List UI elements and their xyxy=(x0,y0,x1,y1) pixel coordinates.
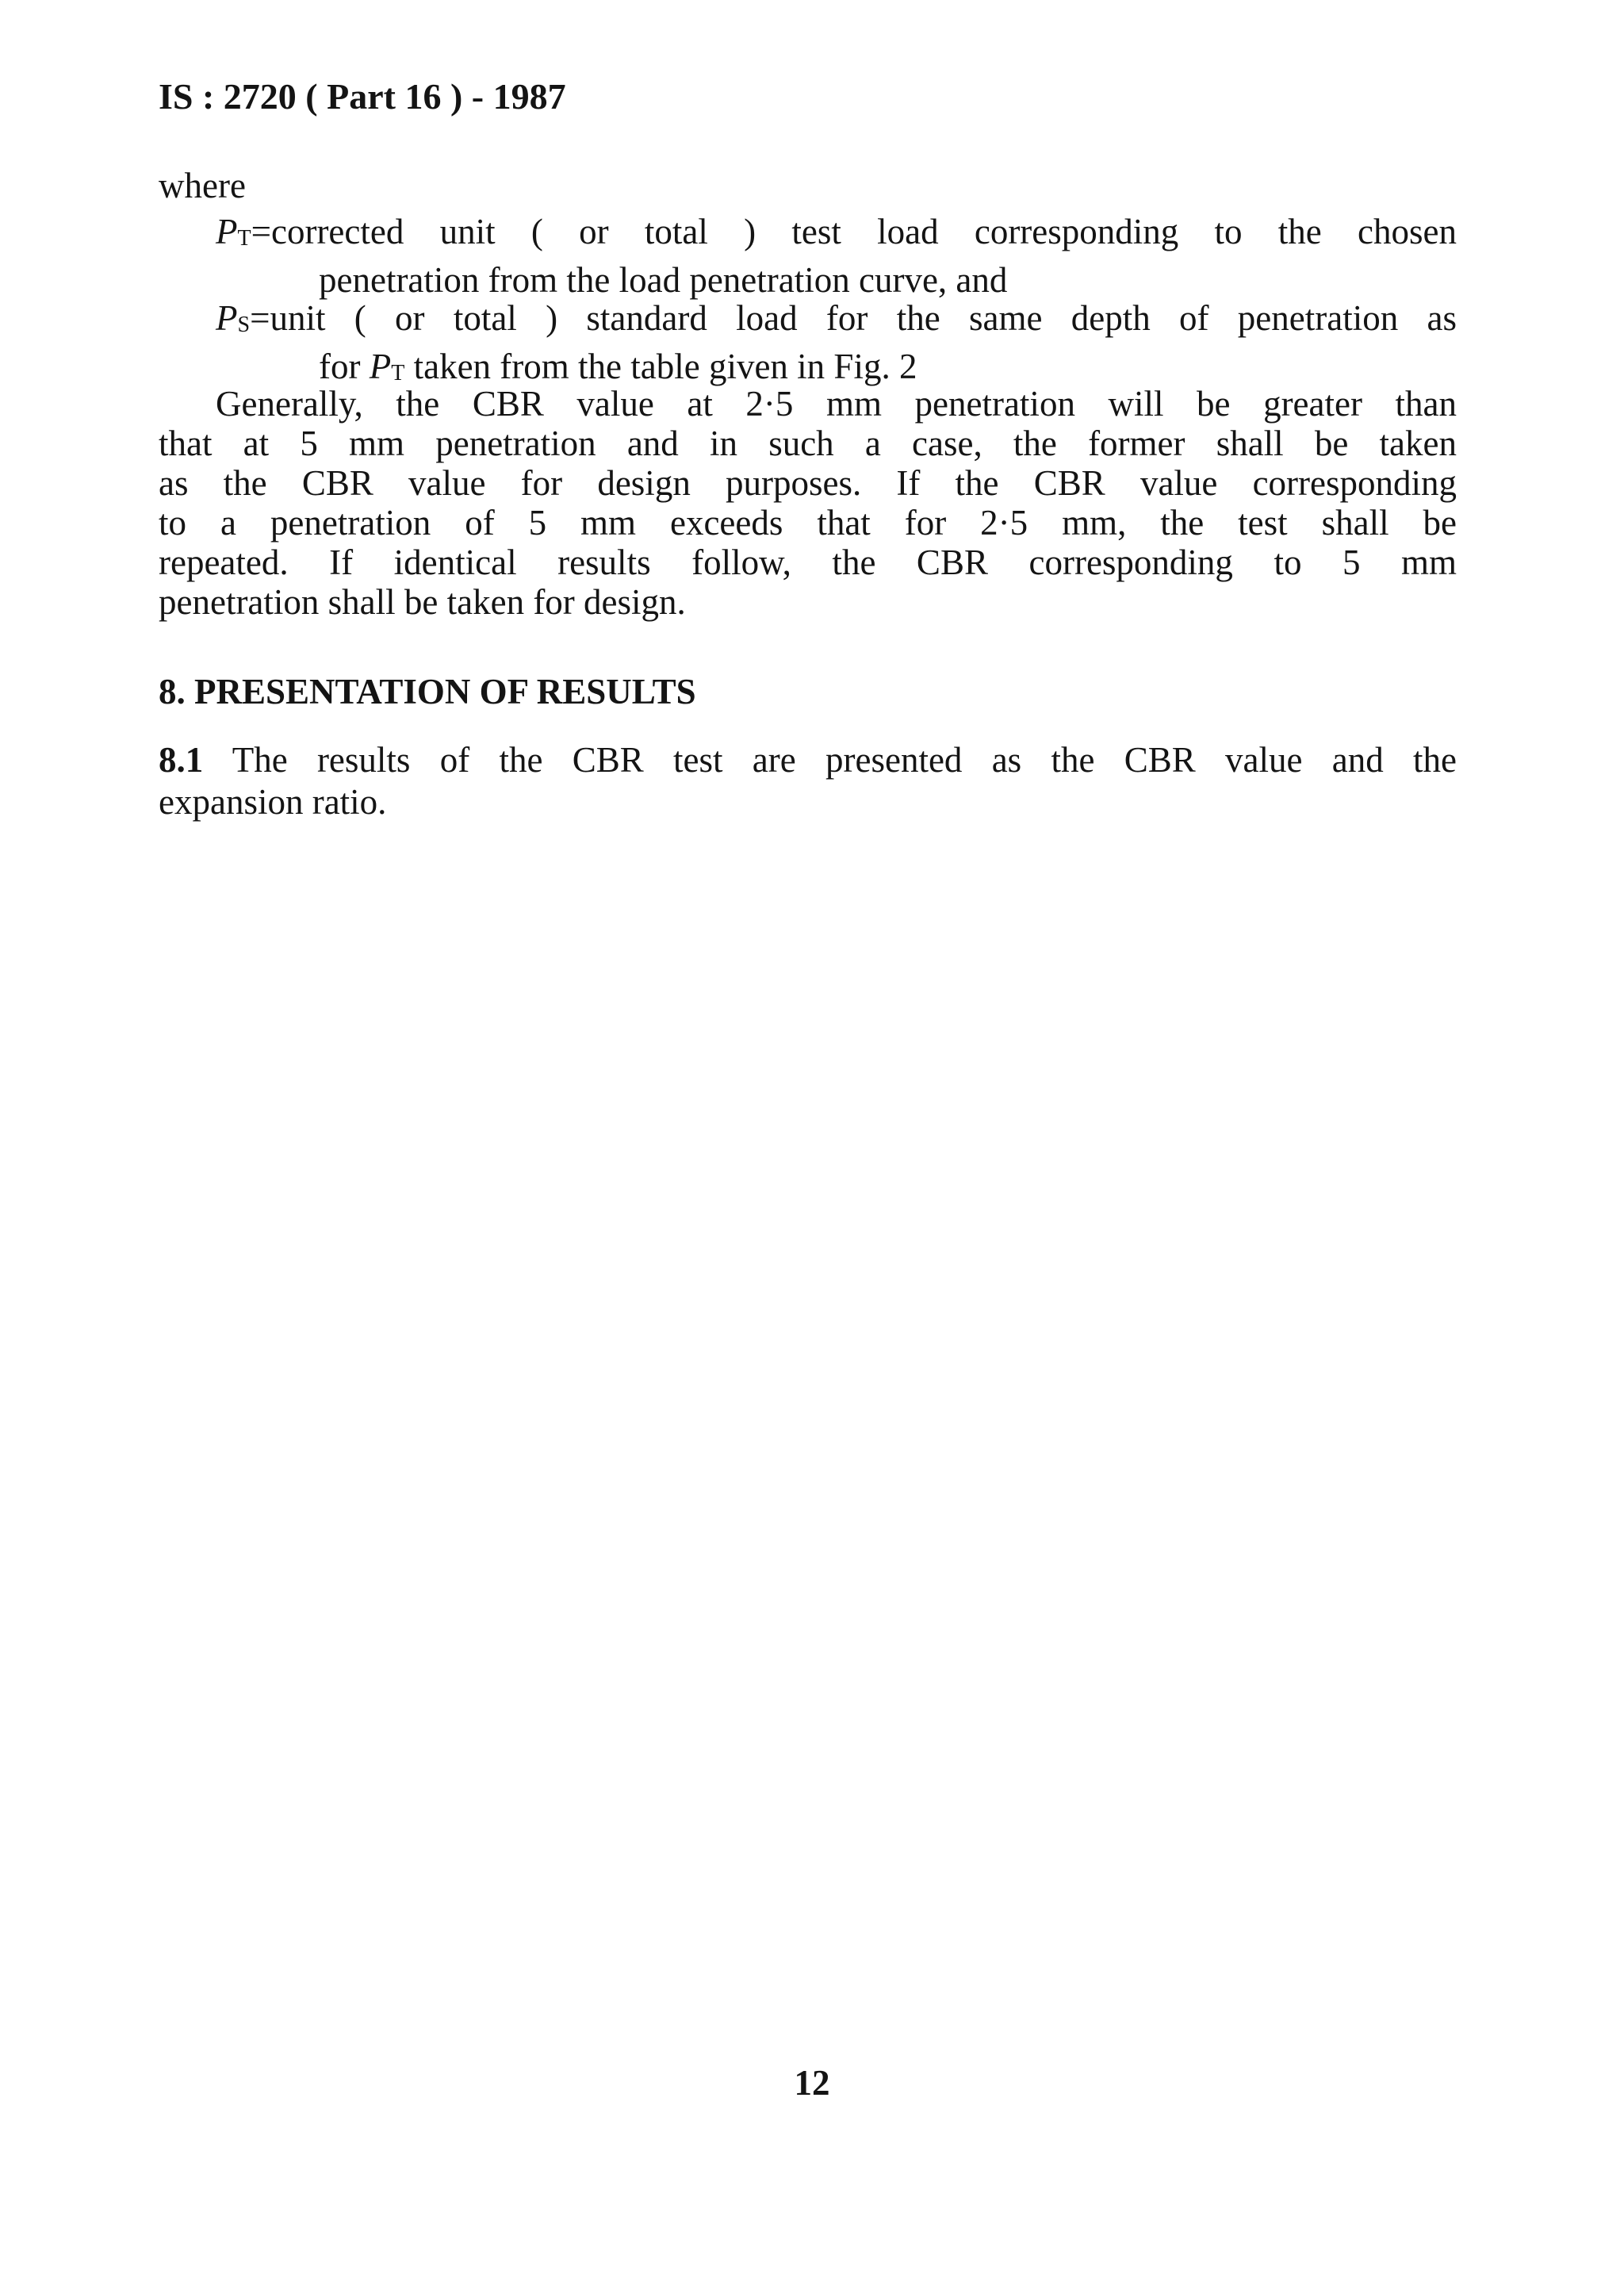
definition-ps-prefix: for xyxy=(319,347,370,386)
clause-number: 8.1 xyxy=(159,740,204,780)
page-header: IS : 2720 ( Part 16 ) - 1987 xyxy=(159,76,566,117)
subscript-s: S xyxy=(237,313,251,337)
definition-pt-text: =corrected unit ( or total ) test load corresponding to the chosen xyxy=(251,212,1457,251)
cbr-paragraph xyxy=(159,384,1457,622)
clause-8-1-first-line xyxy=(159,739,1457,781)
where-label: where xyxy=(159,166,246,205)
definition-pt-continuation: penetration from the load penetration curve, and xyxy=(319,260,1008,300)
paragraph-line: Generally, the CBR value at 2·5 mm penetration will be greater than xyxy=(216,384,1457,424)
symbol-p: P xyxy=(369,347,392,386)
definition-ps-suffix: taken from the table given in Fig. 2 xyxy=(404,347,917,386)
clause-8-1-text: The results of the CBR test are presented as the CBR value and the xyxy=(203,740,1457,780)
symbol-p: P xyxy=(216,298,238,338)
clause-8-1-second-line: expansion ratio. xyxy=(159,782,387,822)
subscript-t: T xyxy=(237,226,251,251)
definition-ps-text: =unit ( or total ) standard load for the same depth of penetration as xyxy=(250,298,1457,338)
paragraph-line: repeated. If identical results follow, the CBR corresponding to 5 mm xyxy=(159,543,1457,582)
paragraph-line: to a penetration of 5 mm exceeds that for 2·5 mm, the test shall be xyxy=(159,503,1457,543)
symbol-p: P xyxy=(216,212,238,251)
section-heading: 8. PRESENTATION OF RESULTS xyxy=(159,672,696,711)
subscript-t: T xyxy=(391,361,405,385)
definition-pt xyxy=(216,211,1457,301)
page-number: 12 xyxy=(794,2063,830,2103)
paragraph-line: that at 5 mm penetration and in such a case, the former shall be taken xyxy=(159,424,1457,463)
definition-ps-first-line xyxy=(216,297,1457,346)
clause-8-1 xyxy=(159,739,1457,823)
definition-pt-first-line xyxy=(216,211,1457,259)
paragraph-line: as the CBR value for design purposes. If the CBR value corresponding xyxy=(159,463,1457,503)
definition-ps xyxy=(216,297,1457,394)
paragraph-line: penetration shall be taken for design. xyxy=(159,582,686,622)
